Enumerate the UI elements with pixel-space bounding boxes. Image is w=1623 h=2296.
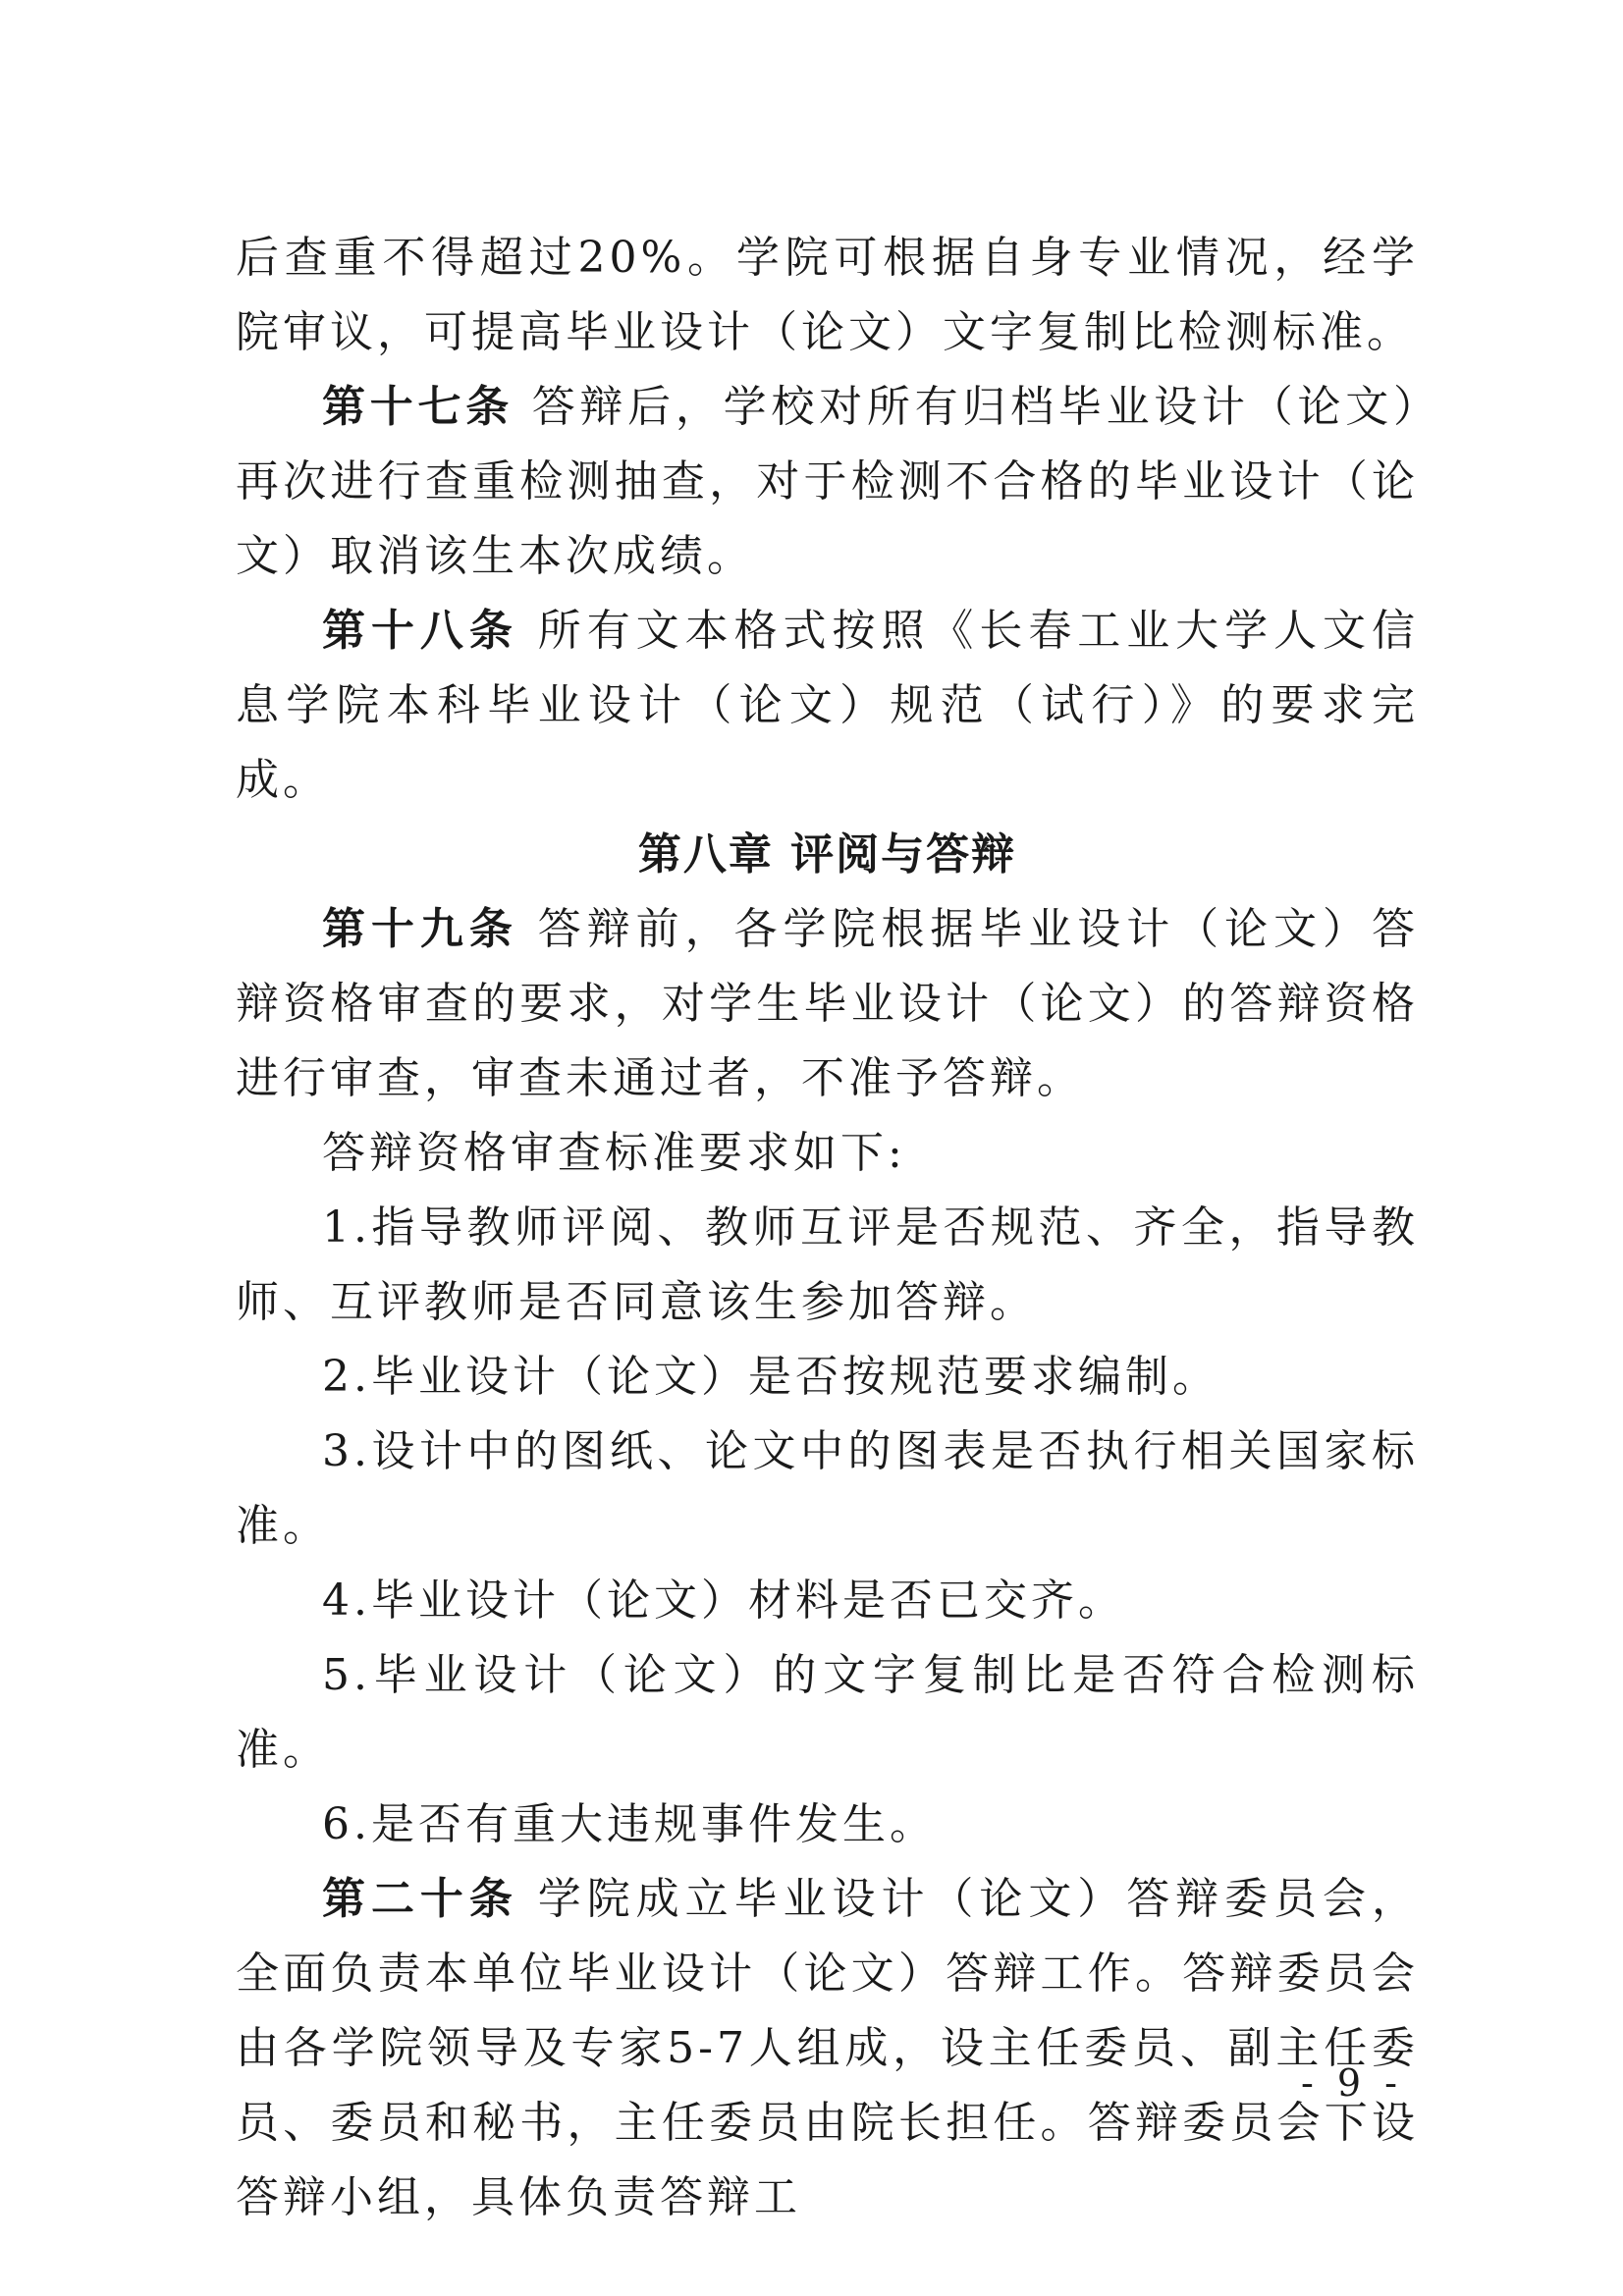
criteria-item: 2.毕业设计（论文）是否按规范要求编制。 — [322, 1352, 1219, 1402]
criteria-item: 1.指导教师评阅、教师互评是否规范、齐全，指导教师、互评教师是否同意该生参加答辩。 — [236, 1202, 1419, 1327]
article-18 — [236, 594, 1419, 818]
article-18-text: 所有文本格式按照《长春工业大学人文信息学院本科毕业设计（论文）规范（试行）》的要求完成。 — [236, 606, 1419, 805]
article-20-text: 学院成立毕业设计（论文）答辩委员会，全面负责本单位毕业设计（论文）答辩工作。答辩委员会由各学院领导及专家5-7人组成，设主任委员、副主任委员、委员和秘书，主任委员由院长担任。答辩委员会下设答辩小组，具体负责答辩工 — [236, 1874, 1419, 2222]
chapter-heading: 第八章 评阅与答辩 — [637, 829, 1017, 880]
criteria-item: 4.毕业设计（论文）材料是否已交齐。 — [322, 1575, 1125, 1626]
criteria-item: 6.是否有重大违规事件发生。 — [322, 1799, 937, 1849]
article-20 — [236, 1862, 1419, 2235]
article-19 — [236, 892, 1419, 1116]
article-17-label: 第十七条 — [322, 382, 514, 432]
criteria-intro: 答辩资格审查标准要求如下: — [322, 1128, 906, 1178]
article-17 — [236, 370, 1419, 594]
article-19-label: 第十九条 — [322, 904, 518, 954]
article-19-text: 答辩前，各学院根据毕业设计（论文）答辩资格审查的要求，对学生毕业设计（论文）的答辩资格进行审查，审查未通过者，不准予答辩。 — [236, 904, 1419, 1103]
article-20-label: 第二十条 — [322, 1874, 518, 1924]
article-17-text: 答辩后，学校对所有归档毕业设计（论文）再次进行查重检测抽查，对于检测不合格的毕业设计（论文）取消该生本次成绩。 — [236, 382, 1419, 581]
paragraph-continuation: 后查重不得超过20%。学院可根据自身专业情况，经学院审议，可提高毕业设计（论文）文字复制比检测标准。 — [236, 233, 1419, 357]
page-number: - 9 - — [1301, 2061, 1404, 2105]
criteria-item: 5.毕业设计（论文）的文字复制比是否符合检测标准。 — [236, 1650, 1419, 1775]
article-18-label: 第十八条 — [322, 606, 518, 656]
criteria-item: 3.设计中的图纸、论文中的图表是否执行相关国家标准。 — [236, 1426, 1419, 1551]
document-body — [236, 221, 1419, 2235]
